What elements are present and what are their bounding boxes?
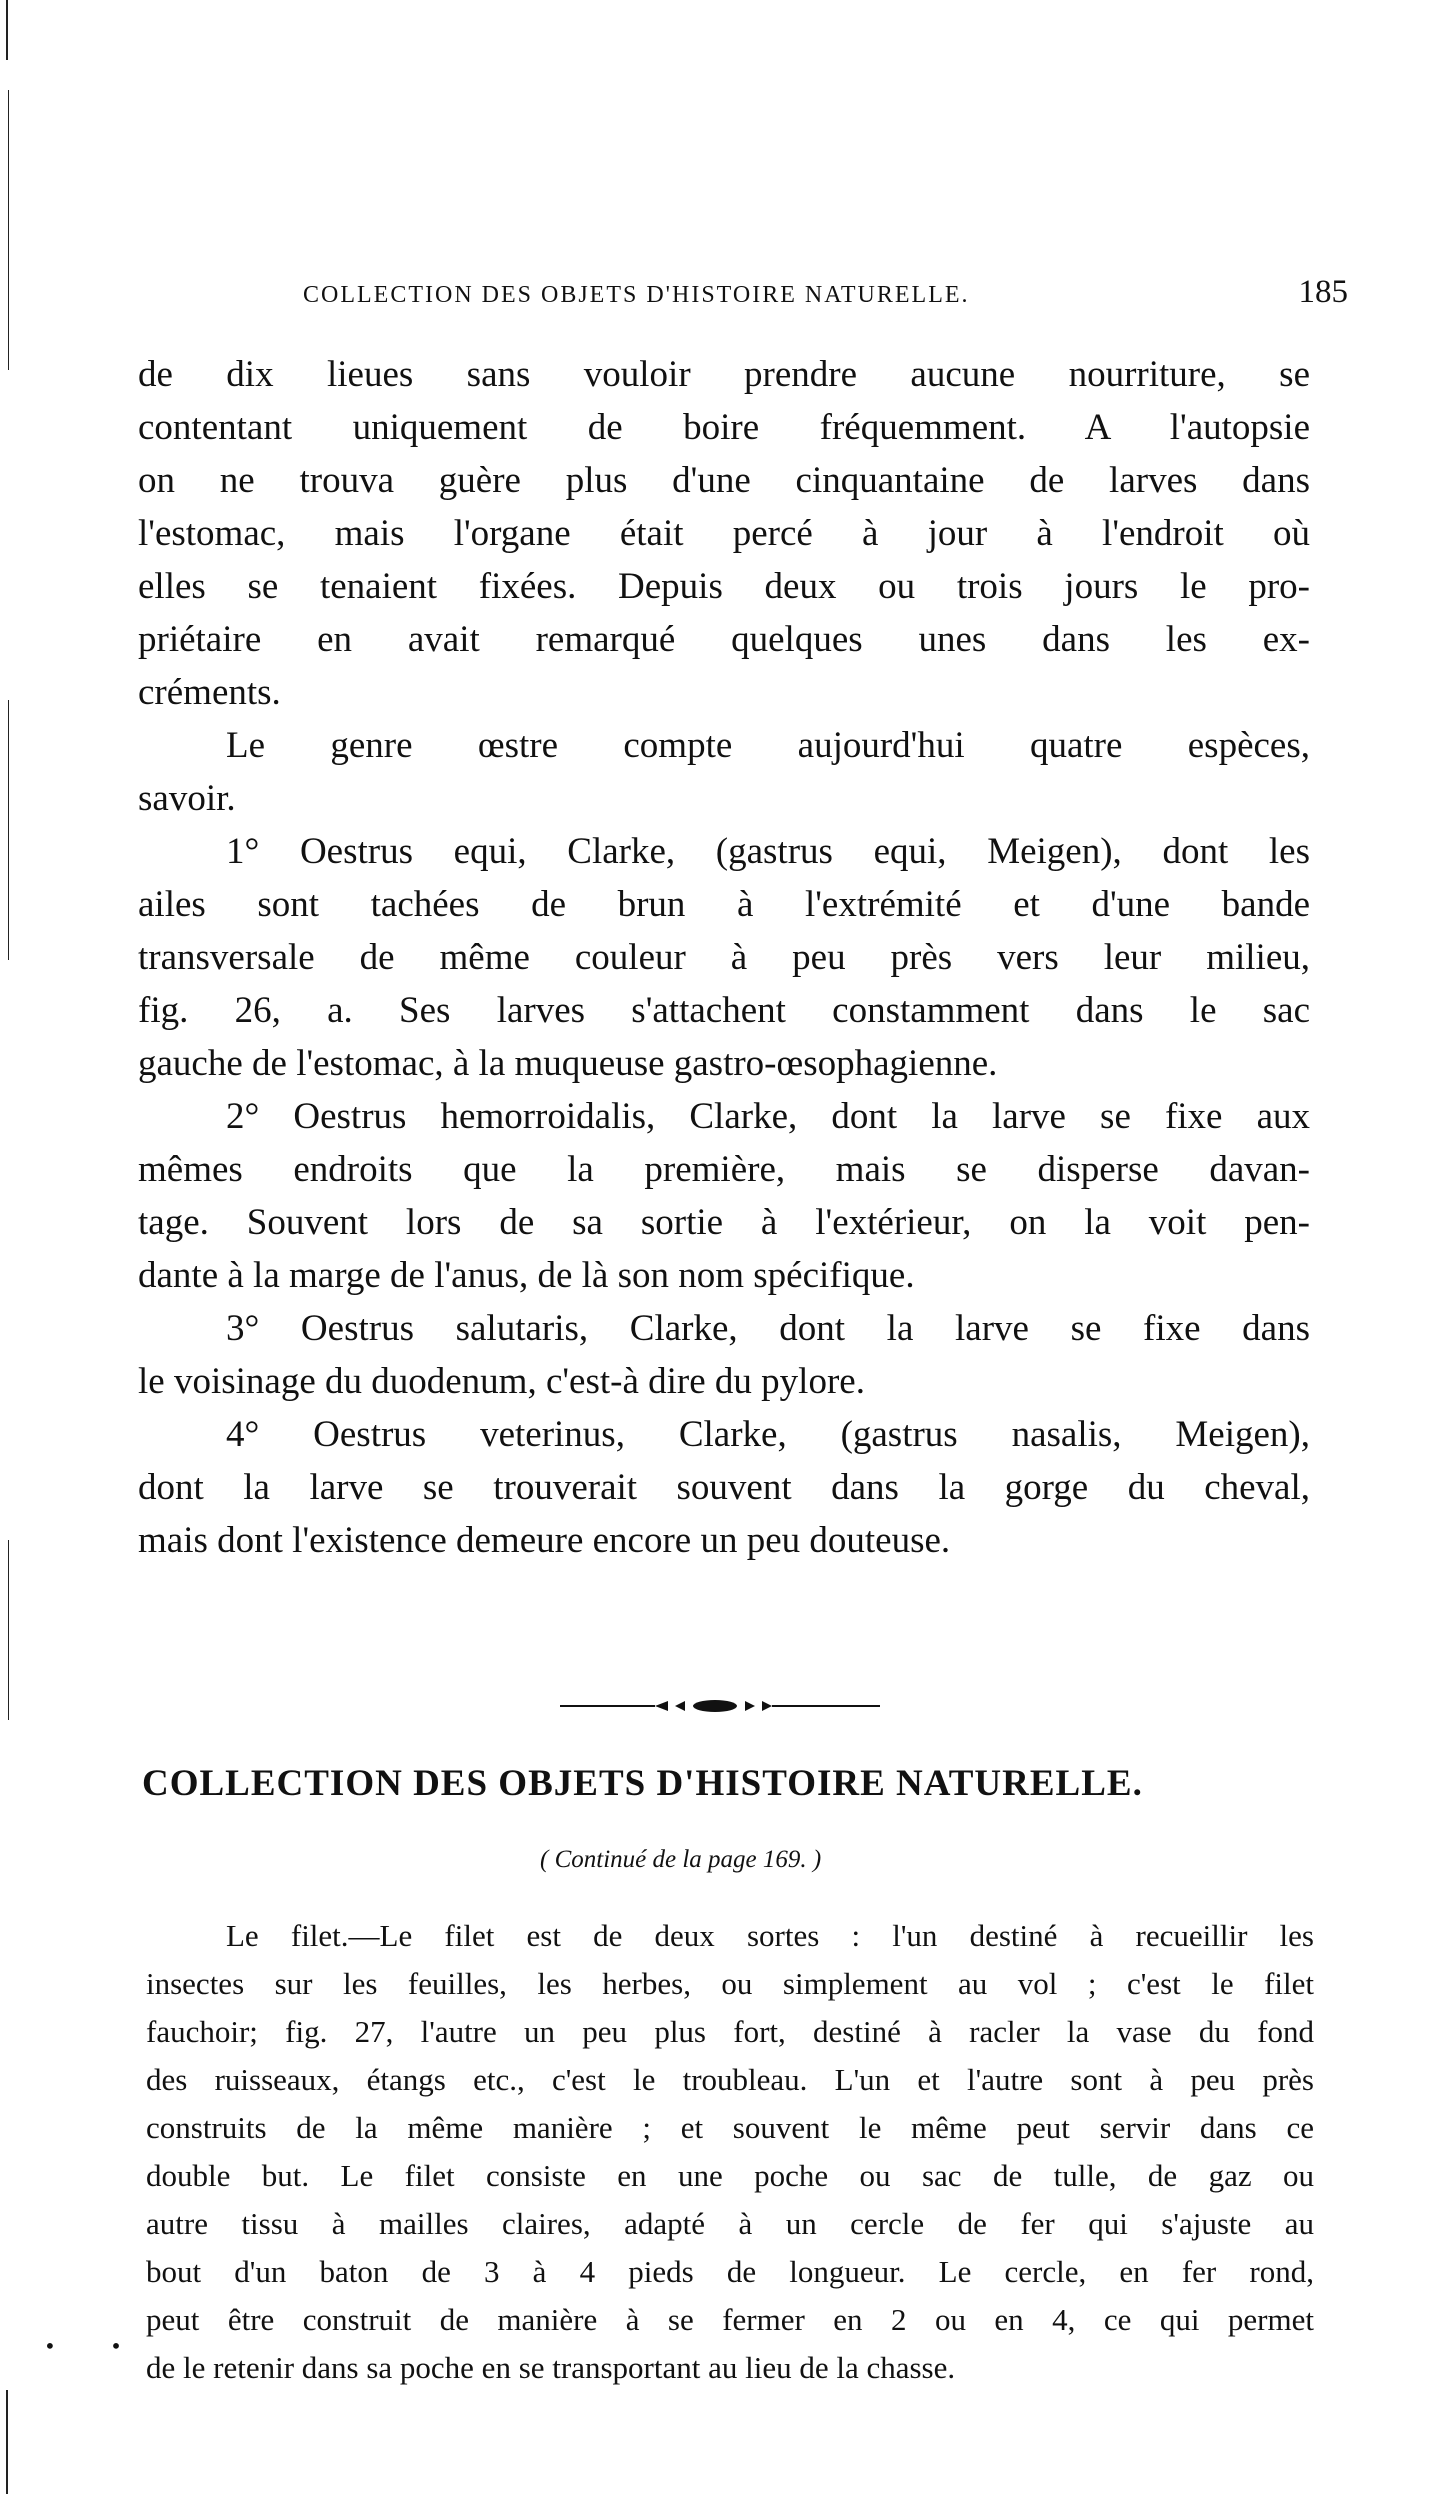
scan-edge-line xyxy=(8,1540,9,1720)
text-line: elles se tenaient fixées. Depuis deux ou trois jours le pro- xyxy=(138,566,1310,607)
text-line: gauche de l'estomac, à la muqueuse gastro-œsophagienne. xyxy=(138,1043,998,1084)
text-line: 1° Oestrus equi, Clarke, (gastrus equi, Meigen), dont les xyxy=(226,831,1310,872)
section-heading: COLLECTION DES OBJETS D'HISTOIRE NATURELLE. xyxy=(142,1763,1143,1804)
text-line: dante à la marge de l'anus, de là son nom spécifique. xyxy=(138,1255,915,1296)
text-line: de dix lieues sans vouloir prendre aucune nourriture, se xyxy=(138,354,1310,395)
text-line: le voisinage du duodenum, c'est-à dire du pylore. xyxy=(138,1361,865,1402)
text-line: peut être construit de manière à se fermer en 2 ou en 4, ce qui permet xyxy=(146,2302,1314,2337)
text-line: transversale de même couleur à peu près vers leur milieu, xyxy=(138,937,1310,978)
body-text-lower xyxy=(146,1912,1314,2392)
text-line: des ruisseaux, étangs etc., c'est le troubleau. L'un et l'autre sont à peu près xyxy=(146,2062,1314,2097)
text-line: dont la larve se trouverait souvent dans la gorge du cheval, xyxy=(138,1467,1310,1508)
text-line: double but. Le filet consiste en une poche ou sac de tulle, de gaz ou xyxy=(146,2158,1314,2193)
text-line: ailes sont tachées de brun à l'extrémité et d'une bande xyxy=(138,884,1310,925)
text-line: on ne trouva guère plus d'une cinquantaine de larves dans xyxy=(138,460,1310,501)
text-line: Le genre œstre compte aujourd'hui quatre espèces, xyxy=(226,725,1310,766)
text-line: savoir. xyxy=(138,778,236,819)
text-line: mêmes endroits que la première, mais se disperse davan- xyxy=(138,1149,1310,1190)
text-line: 3° Oestrus salutaris, Clarke, dont la larve se fixe dans xyxy=(226,1308,1310,1349)
scan-edge-line xyxy=(8,700,9,960)
scan-edge-line xyxy=(6,0,8,60)
text-line: fig. 26, a. Ses larves s'attachent constamment dans le sac xyxy=(138,990,1310,1031)
continued-note: ( Continué de la page 169. ) xyxy=(540,1846,822,1873)
text-line: autre tissu à mailles claires, adapté à un cercle de fer qui s'ajuste au xyxy=(146,2206,1314,2241)
running-head xyxy=(138,274,1348,314)
text-line: de le retenir dans sa poche en se transportant au lieu de la chasse. xyxy=(146,2350,956,2385)
text-line: mais dont l'existence demeure encore un peu douteuse. xyxy=(138,1520,951,1561)
text-line: Le filet.—Le filet est de deux sortes : l'un destiné à recueillir les xyxy=(226,1918,1314,1953)
body-text-upper xyxy=(138,348,1310,1567)
ornament-divider xyxy=(560,1696,880,1716)
text-line: 4° Oestrus veterinus, Clarke, (gastrus nasalis, Meigen), xyxy=(226,1414,1310,1455)
text-line: créments. xyxy=(138,672,281,713)
text-line: 2° Oestrus hemorroidalis, Clarke, dont la larve se fixe aux xyxy=(226,1096,1310,1137)
text-line: bout d'un baton de 3 à 4 pieds de longueur. Le cercle, en fer rond, xyxy=(146,2254,1314,2289)
margin-dots: • • xyxy=(44,2334,146,2358)
text-line: priétaire en avait remarqué quelques unes dans les ex- xyxy=(138,619,1310,660)
page-number: 185 xyxy=(1298,274,1348,310)
text-line: l'estomac, mais l'organe était percé à jour à l'endroit où xyxy=(138,513,1310,554)
scan-edge-line xyxy=(8,90,9,370)
text-line: insectes sur les feuilles, les herbes, ou simplement au vol ; c'est le filet xyxy=(146,1966,1314,2001)
text-line: tage. Souvent lors de sa sortie à l'extérieur, on la voit pen- xyxy=(138,1202,1310,1243)
text-line: contentant uniquement de boire fréquemment. A l'autopsie xyxy=(138,407,1310,448)
text-line: fauchoir; fig. 27, l'autre un peu plus fort, destiné à racler la vase du fond xyxy=(146,2014,1314,2049)
text-line: construits de la même manière ; et souvent le même peut servir dans ce xyxy=(146,2110,1314,2145)
running-head-title: COLLECTION DES OBJETS D'HISTOIRE NATURELLE. xyxy=(303,282,970,308)
scan-edge-line xyxy=(6,2390,8,2494)
